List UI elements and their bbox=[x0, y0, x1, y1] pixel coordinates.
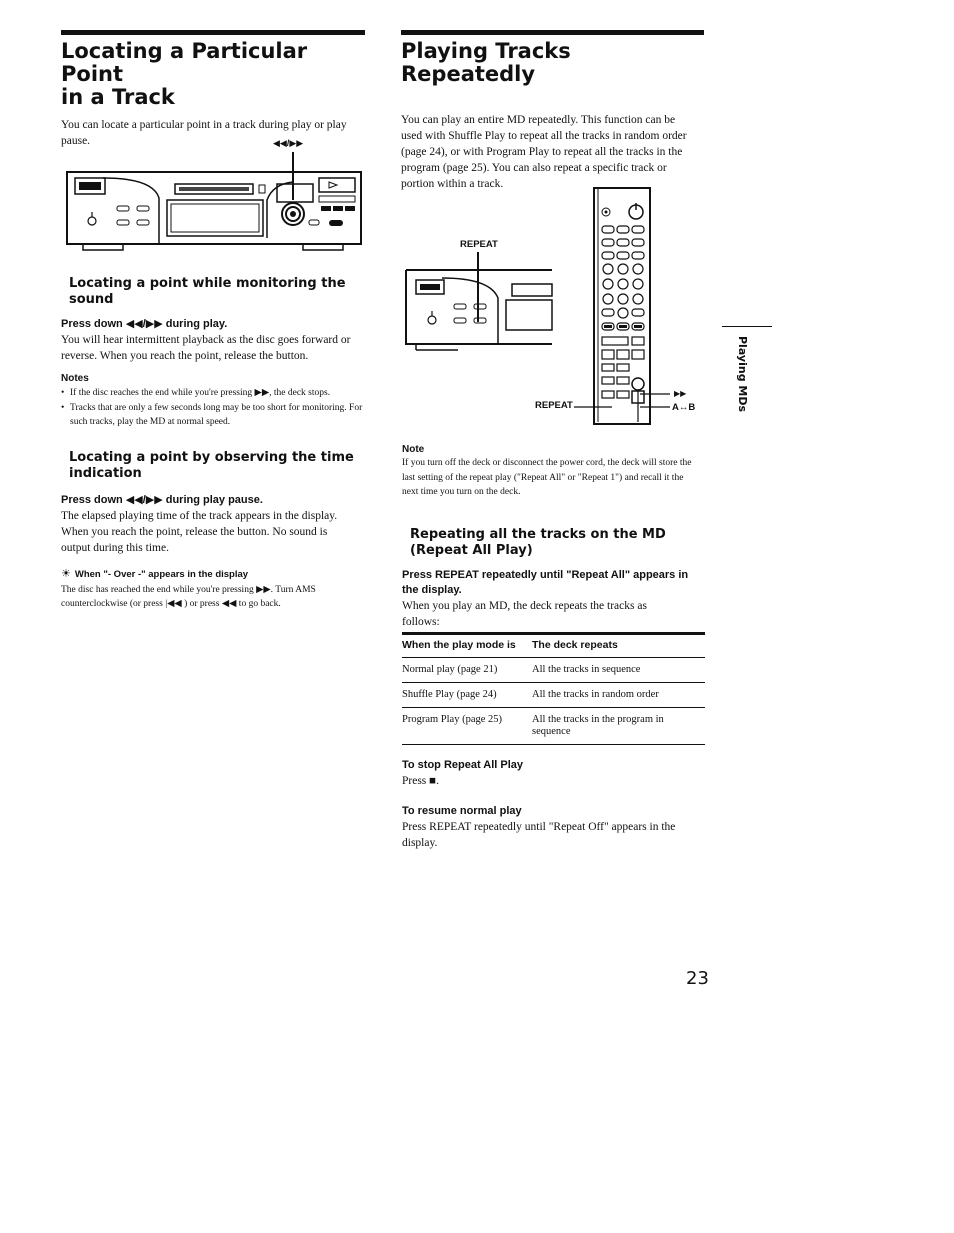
table-cell: Normal play (page 21) bbox=[402, 657, 532, 682]
sec2-heading: Locating a point by observing the time indication bbox=[69, 449, 354, 481]
ff-label: ▶▶ bbox=[674, 389, 687, 398]
repeat-table bbox=[402, 632, 705, 745]
table-row bbox=[402, 682, 705, 707]
repeat-figure bbox=[402, 186, 712, 426]
stop-heading: To stop Repeat All Play bbox=[402, 758, 524, 771]
notes-list bbox=[61, 386, 365, 430]
right-column bbox=[401, 30, 704, 192]
sec2-body: The elapsed playing time of the track appears in the display. When you reach the point, release the button. No sound is output during this time. bbox=[61, 509, 338, 554]
light-bulb-icon: ☀ bbox=[61, 567, 71, 580]
resume-heading: To resume normal play bbox=[402, 804, 522, 817]
sec2-instruction: Press down ◀◀/▶▶ during play pause. bbox=[61, 493, 263, 506]
page-number: 23 bbox=[686, 968, 709, 989]
right-sections bbox=[402, 444, 705, 851]
table-header-row bbox=[402, 633, 705, 657]
table-row bbox=[402, 657, 705, 682]
deck-front-figure bbox=[63, 138, 363, 253]
repeat-drawing bbox=[402, 186, 712, 426]
table-header: The deck repeats bbox=[532, 633, 705, 657]
tip-body: The disc has reached the end while you're pressing ▶▶. Turn AMS counterclockwise (or press |◀◀ ) or press ◀◀ to go back. bbox=[61, 584, 316, 609]
repeat-all-heading: Repeating all the tracks on the MD (Repeat All Play) bbox=[410, 526, 666, 558]
repeat-label-top: REPEAT bbox=[460, 239, 498, 250]
tip-heading-row bbox=[61, 564, 365, 582]
stop-body: Press ■. bbox=[402, 774, 439, 787]
sec1-instruction: Press down ◀◀/▶▶ during play. bbox=[61, 318, 228, 330]
side-tab bbox=[734, 330, 756, 420]
ab-label: A↔B bbox=[672, 402, 696, 413]
note-item: • Tracks that are only a few seconds long may be too short for monitoring. For such tracks, play the MD at normal speed. bbox=[70, 401, 365, 430]
right-title: Playing Tracks Repeatedly bbox=[401, 39, 571, 86]
right-note-body: If you turn off the deck or disconnect the power cord, the deck will store the last setting of the repeat play ("Repeat All" or "Repeat 1") and recall it the next time you turn on the deck. bbox=[402, 458, 692, 497]
sec1-heading: Locating a point while monitoring the sound bbox=[69, 276, 346, 307]
right-note-heading: Note bbox=[402, 444, 425, 455]
left-intro: You can locate a particular point in a track during play or play pause. bbox=[61, 119, 347, 147]
left-title: Locating a Particular Point in a Track bbox=[61, 39, 308, 109]
tip-heading: When "- Over -" appears in the display bbox=[74, 568, 249, 580]
left-column bbox=[61, 30, 365, 149]
resume-body: Press REPEAT repeatedly until "Repeat Off" appears in the display. bbox=[402, 820, 676, 849]
sec1-body: You will hear intermittent playback as the disc goes forward or reverse. When you reach the point, release the button. bbox=[61, 334, 351, 362]
table-row bbox=[402, 707, 705, 744]
right-intro: You can play an entire MD repeatedly. This function can be used with Shuffle Play to repeat all the tracks in random order (page 24), or with Program Play to repeat all the tracks in the program (page 25). You can also repeat a specific track or portion within a track. bbox=[401, 114, 687, 190]
side-tab-label: Playing MDs bbox=[736, 336, 749, 413]
left-sections bbox=[61, 276, 365, 612]
table-cell: All the tracks in random order bbox=[532, 682, 705, 707]
repeat-label-bottom: REPEAT bbox=[535, 400, 573, 411]
side-tab-rule bbox=[722, 326, 772, 327]
table-cell: All the tracks in the program in sequence bbox=[532, 707, 705, 744]
figure-label-search: ◀◀/▶▶ bbox=[273, 138, 304, 148]
deck-front-drawing bbox=[63, 138, 363, 253]
table-header: When the play mode is bbox=[402, 633, 532, 657]
title-rule bbox=[61, 30, 365, 35]
repeat-all-body: When you play an MD, the deck repeats the tracks as follows: bbox=[402, 599, 647, 628]
table-cell: Program Play (page 25) bbox=[402, 707, 532, 744]
notes-heading: Notes bbox=[61, 373, 89, 384]
note-item: • If the disc reaches the end while you're pressing ▶▶, the deck stops. bbox=[70, 386, 365, 401]
table-cell: Shuffle Play (page 24) bbox=[402, 682, 532, 707]
right-title-rule bbox=[401, 30, 704, 35]
repeat-all-instruction: Press REPEAT repeatedly until "Repeat All" appears in the display. bbox=[402, 568, 689, 596]
table-cell: All the tracks in sequence bbox=[532, 657, 705, 682]
